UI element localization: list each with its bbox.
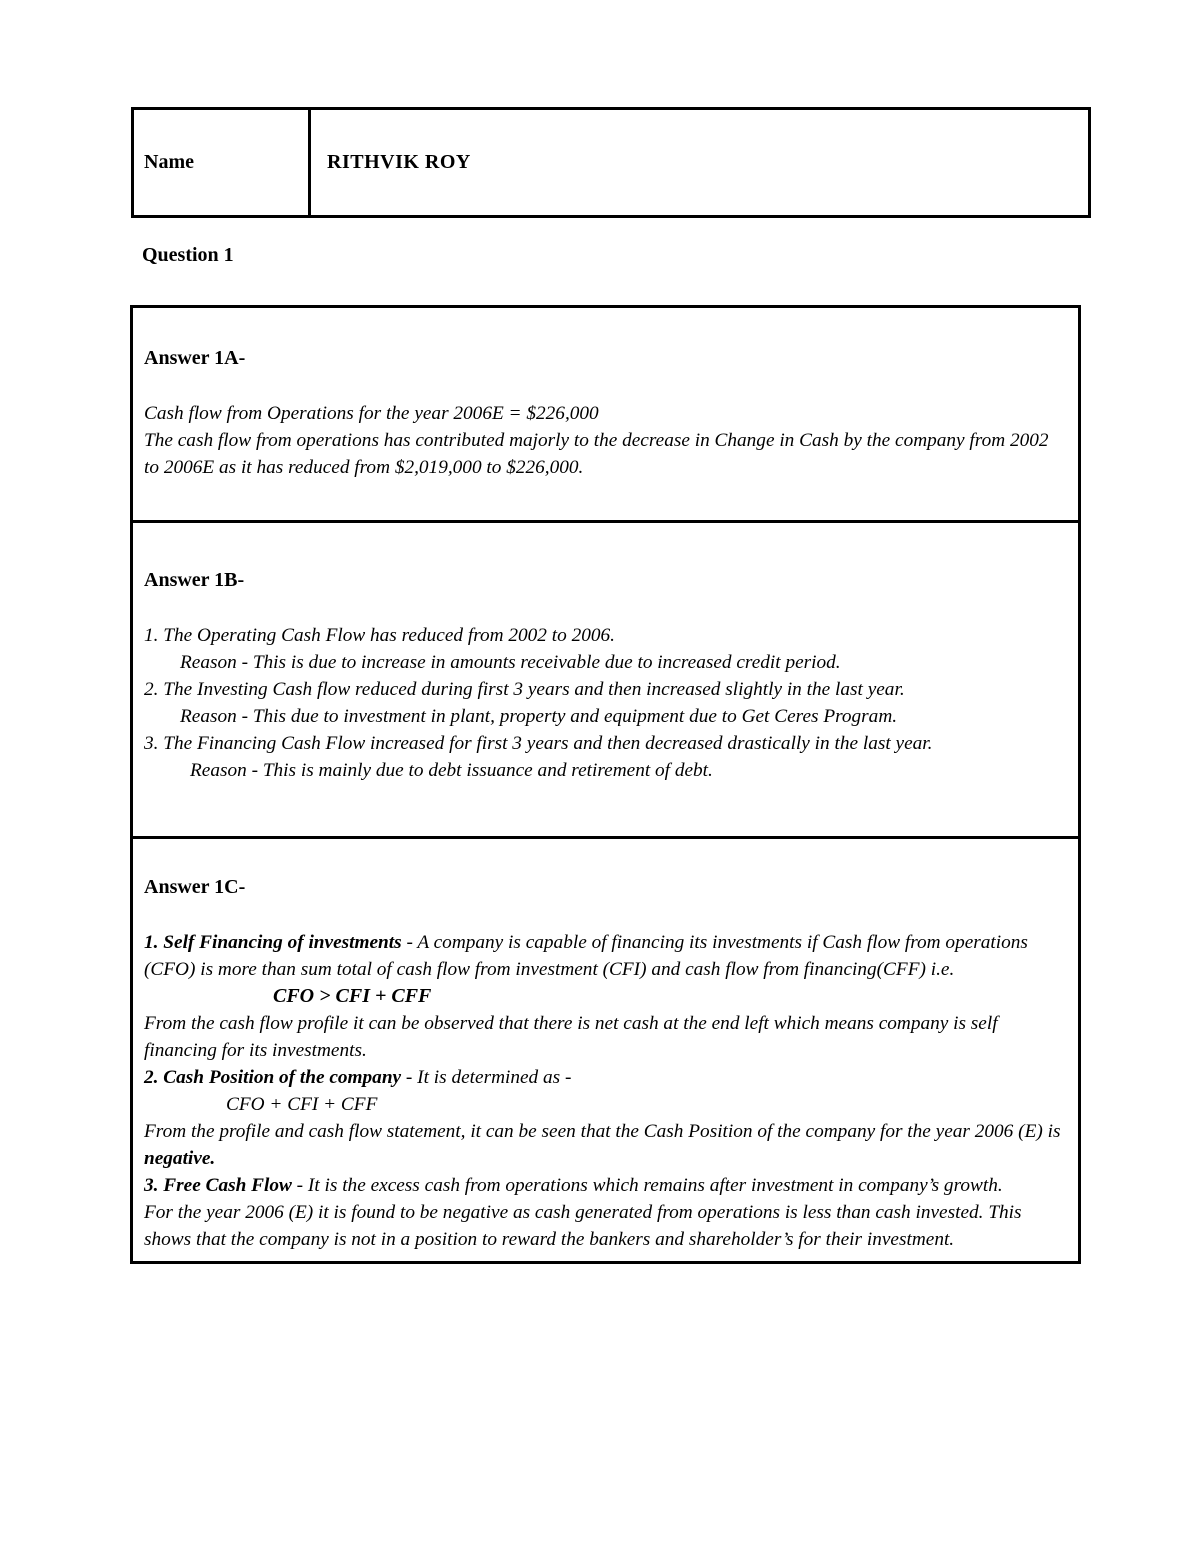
item-1-text: - A company is capable of financing its investments if Cash flow from operations (CFO) is more than sum total of cash flow from investment (CFI) and cash flow from financing(CFF) i.e. [144, 932, 1028, 980]
answer-1c [133, 836, 1078, 1261]
item-2-text: - It is determined as - [401, 1067, 572, 1088]
name-label: Name [134, 110, 311, 215]
answer-1b-point-2: 2. The Investing Cash flow reduced during first 3 years and then increased slightly in the last year. [144, 679, 905, 700]
item-2-after [144, 1118, 1068, 1172]
answer-1b-point-1: 1. The Operating Cash Flow has reduced from 2002 to 2006. [144, 625, 615, 646]
answer-1b-heading: Answer 1B- [144, 569, 245, 591]
item-1-after: From the cash flow profile it can be observed that there is net cash at the end left which means company is self financing for its investments. [144, 1013, 998, 1061]
answer-1c-item-2 [144, 1064, 1068, 1091]
item-2-formula: CFO + CFI + CFF [226, 1094, 378, 1115]
answer-1a-line2: The cash flow from operations has contributed majorly to the decrease in Change in Cash by the company from 2002 to 2006E as it has reduced from $2,019,000 to $226,000. [144, 430, 1049, 478]
question-title: Question 1 [142, 244, 234, 266]
item-2-after-prefix: From the profile and cash flow statement, it can be seen that the Cash Position of the company for the year 2006 (E) is [144, 1121, 1061, 1142]
item-2-after-emph: negative. [144, 1148, 216, 1169]
answer-1b-reason-3: Reason - This is mainly due to debt issuance and retirement of debt. [190, 760, 713, 781]
answer-1c-item-3 [144, 1172, 1068, 1199]
item-3-title: 3. Free Cash Flow [144, 1175, 292, 1196]
answer-1a [133, 308, 1078, 520]
answer-1b-reason-1: Reason - This is due to increase in amounts receivable due to increased credit period. [180, 652, 841, 673]
answer-1b [133, 520, 1078, 836]
answer-1c-heading: Answer 1C- [144, 876, 246, 898]
name-table [131, 107, 1091, 218]
item-2-title: 2. Cash Position of the company [144, 1067, 402, 1088]
item-3-text: - It is the excess cash from operations which remains after investment in company’s growth. [291, 1175, 1003, 1196]
answer-1b-point-3: 3. The Financing Cash Flow increased for first 3 years and then decreased drastically in the last year. [144, 733, 933, 754]
answer-1a-line1: Cash flow from Operations for the year 2006E = $226,000 [144, 403, 599, 424]
item-3-after: For the year 2006 (E) it is found to be negative as cash generated from operations is less than cash invested. This shows that the company is not in a position to reward the bankers and shareholder’s for their investment. [144, 1202, 1022, 1250]
answer-1c-item-1 [144, 929, 1068, 983]
name-value: RITHVIK ROY [327, 151, 471, 173]
answer-1a-heading: Answer 1A- [144, 347, 246, 369]
answer-1b-reason-2: Reason - This due to investment in plant, property and equipment due to Get Ceres Program. [180, 706, 898, 727]
item-1-formula: CFO > CFI + CFF [273, 985, 432, 1007]
item-1-title: 1. Self Financing of investments [144, 932, 402, 953]
answers-box [130, 305, 1081, 1264]
